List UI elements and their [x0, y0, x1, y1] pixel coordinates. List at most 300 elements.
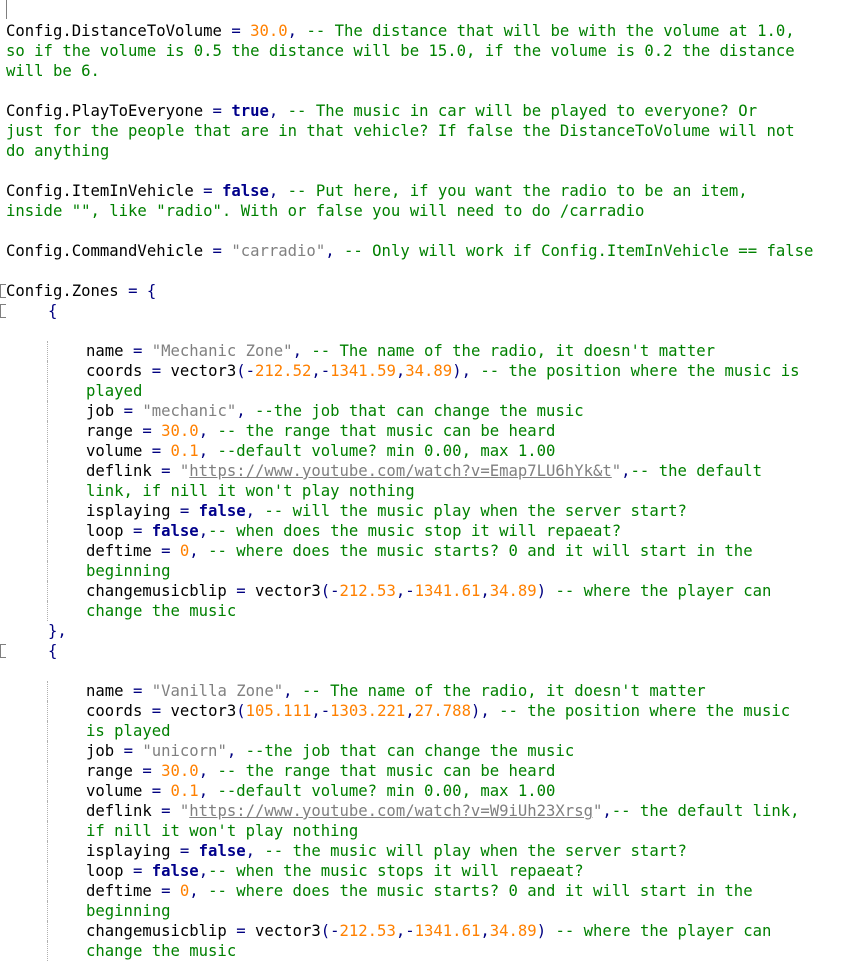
whitespace-token [222, 242, 231, 260]
code-line-text [86, 841, 687, 861]
code-line [0, 361, 865, 381]
code-line-text [86, 361, 800, 381]
comment-token: -- the position where the music is [480, 362, 800, 380]
indent-guide [47, 761, 48, 781]
code-line [0, 181, 865, 201]
code-line [0, 781, 865, 801]
operator-token: , [292, 342, 302, 360]
code-line-text [6, 241, 813, 261]
indent-guide [47, 801, 48, 821]
operator-token: , [621, 462, 631, 480]
number-token: 34.89 [405, 362, 453, 380]
operator-token: = [161, 882, 171, 900]
identifier-token: vector3 [170, 362, 237, 380]
number-token: 0.1 [170, 782, 199, 800]
whitespace-token [152, 802, 161, 820]
operator-token: = [123, 402, 133, 420]
indent-guide [47, 581, 48, 601]
comment-token: played [86, 382, 143, 400]
code-line [0, 441, 865, 461]
identifier-token: range [86, 422, 133, 440]
code-line [0, 681, 865, 701]
whitespace-token [142, 522, 151, 540]
identifier-token: vector3 [255, 922, 321, 940]
whitespace-token [236, 742, 245, 760]
code-line-text [48, 641, 57, 661]
number-token: 34.89 [489, 582, 537, 600]
whitespace-token [302, 342, 311, 360]
operator-token: ) [536, 582, 547, 600]
whitespace-token [142, 682, 151, 700]
code-line [0, 41, 865, 61]
comment-token: --the job that can change the music [255, 402, 584, 420]
operator-token: , [198, 782, 209, 800]
operator-token: { [48, 642, 58, 660]
operator-token: = [212, 242, 222, 260]
identifier-token: Config.CommandVehicle [6, 242, 204, 260]
number-token: 27.788 [414, 702, 471, 720]
indent-guide [47, 441, 48, 461]
identifier-token: loop [86, 862, 124, 880]
identifier-token: job [86, 402, 115, 420]
operator-token: (- [236, 362, 256, 380]
indent-guide [47, 481, 48, 501]
operator-token: , [198, 422, 209, 440]
operator-token: = [151, 702, 162, 720]
code-line-text [86, 901, 171, 921]
operator-token: = [161, 542, 171, 560]
operator-token: , [325, 242, 335, 260]
indent-guide [47, 461, 48, 481]
whitespace-token [213, 182, 222, 200]
indent-guide [47, 881, 48, 901]
number-token: 30.0 [161, 422, 199, 440]
comment-token: --default volume? min 0.00, max 1.00 [217, 442, 556, 460]
operator-token: = [151, 442, 162, 460]
whitespace-token [490, 702, 499, 720]
identifier-token: volume [86, 782, 143, 800]
number-token: 0.1 [170, 442, 199, 460]
indent-guide [47, 821, 48, 841]
code-line [0, 561, 865, 581]
code-line-text [6, 141, 109, 161]
operator-token: ( [236, 702, 246, 720]
code-line-text [86, 801, 800, 821]
code-line [0, 581, 865, 601]
boolean-token: false [151, 522, 199, 540]
operator-token: , [189, 882, 199, 900]
whitespace-token [199, 542, 208, 560]
code-line-text [86, 481, 415, 501]
code-line [0, 901, 865, 921]
number-token: 212.53 [339, 582, 396, 600]
whitespace-token [124, 342, 133, 360]
code-line-text [86, 921, 771, 941]
whitespace-token [203, 102, 212, 120]
code-line-text [6, 201, 644, 221]
string-token: "Mechanic Zone" [151, 342, 293, 360]
code-line [0, 601, 865, 621]
comment-token: -- Put here, if you want the radio to be an item, [287, 182, 748, 200]
identifier-token: loop [86, 522, 124, 540]
operator-token: = [179, 842, 190, 860]
whitespace-token [227, 922, 236, 940]
operator-token: = [128, 282, 138, 300]
whitespace-token [189, 502, 198, 520]
code-line [0, 721, 865, 741]
comment-token: --default volume? min 0.00, max 1.00 [217, 782, 556, 800]
identifier-token: deflink [86, 802, 152, 820]
code-line-text [48, 301, 57, 321]
number-token: 1303.221 [330, 702, 406, 720]
number-token: 30.0 [161, 762, 199, 780]
whitespace-token [124, 862, 133, 880]
operator-token: = [132, 522, 143, 540]
whitespace-token [255, 842, 264, 860]
code-line [0, 521, 865, 541]
operator-token: = [132, 342, 143, 360]
whitespace-token [189, 842, 198, 860]
string-token: " [179, 802, 190, 820]
whitespace-token [171, 542, 180, 560]
number-token: 105.111 [245, 702, 312, 720]
whitespace-token [222, 22, 231, 40]
boolean-token: true [231, 102, 269, 120]
operator-token: , [198, 862, 209, 880]
boolean-token: false [151, 862, 199, 880]
comment-token: -- The name of the radio, it doesn't matter [311, 342, 716, 360]
comment-token: if nill it won't play nothing [86, 822, 359, 840]
code-line-text [86, 881, 753, 901]
boolean-token: false [198, 502, 246, 520]
code-line-text [86, 861, 584, 881]
code-line [0, 81, 865, 101]
code-line-text [86, 341, 715, 361]
identifier-token: Config.PlayToEveryone [6, 102, 204, 120]
code-line-text [6, 181, 748, 201]
identifier-token: coords [86, 702, 143, 720]
comment-token: -- The name of the radio, it doesn't matter [301, 682, 706, 700]
operator-token: ,- [395, 582, 415, 600]
operator-token: = [203, 182, 213, 200]
operator-token: = [142, 422, 152, 440]
comment-token: -- The distance that will be with the volume at 1.0, [306, 22, 795, 40]
indent-guide [47, 901, 48, 921]
code-line [0, 481, 865, 501]
code-line [0, 421, 865, 441]
code-line-text [86, 701, 790, 721]
comment-token: -- when does the music stop it will repaeat? [208, 522, 622, 540]
code-line [0, 261, 865, 281]
code-line-text [6, 61, 100, 81]
comment-token: -- the range that music can be heard [217, 422, 556, 440]
string-token: "mechanic" [142, 402, 237, 420]
code-line-text [86, 761, 555, 781]
operator-token: , [602, 802, 612, 820]
whitespace-token [137, 282, 146, 300]
number-token: 30.0 [250, 22, 288, 40]
whitespace-token [142, 782, 151, 800]
whitespace-token [119, 282, 128, 300]
number-token: 1341.61 [414, 582, 481, 600]
code-line-text [86, 721, 171, 741]
operator-token: = [212, 102, 222, 120]
whitespace-token [171, 882, 180, 900]
indent-guide [47, 861, 48, 881]
operator-token: , [405, 702, 415, 720]
code-line-text [6, 281, 156, 301]
whitespace-token [335, 242, 344, 260]
indent-guide [47, 401, 48, 421]
operator-token: , [395, 362, 406, 380]
code-line [0, 641, 865, 661]
code-line-text [86, 741, 574, 761]
operator-token: , [198, 522, 209, 540]
fold-toggle-icon[interactable] [0, 644, 6, 658]
comment-token: beginning [86, 902, 171, 920]
comment-token: beginning [86, 562, 171, 580]
whitespace-token [161, 362, 170, 380]
code-line [0, 141, 865, 161]
whitespace-token [142, 362, 151, 380]
operator-token: , [245, 502, 256, 520]
comment-token: -- where the player can [555, 582, 772, 600]
url-token[interactable]: https://www.youtube.com/watch?v=Emap7LU6hYk&t [189, 462, 612, 480]
code-line [0, 821, 865, 841]
whitespace-token [222, 102, 231, 120]
code-line [0, 761, 865, 781]
code-line-text [86, 681, 706, 701]
number-token: 34.89 [489, 922, 537, 940]
indent-guide [47, 781, 48, 801]
code-line-text [48, 621, 67, 641]
operator-token: { [146, 282, 157, 300]
code-line [0, 841, 865, 861]
indent-guide [47, 341, 48, 361]
code-line-text [86, 781, 555, 801]
operator-token: = [151, 362, 162, 380]
code-line [0, 701, 865, 721]
operator-token: ), [452, 362, 471, 380]
whitespace-token [161, 442, 170, 460]
operator-token: , [189, 542, 199, 560]
comment-token: -- where does the music starts? 0 and it will start in the [208, 882, 753, 900]
indent-guide [47, 941, 48, 961]
code-line [0, 101, 865, 121]
code-line-text [86, 521, 621, 541]
code-line [0, 221, 865, 241]
whitespace-token [161, 782, 170, 800]
whitespace-token [142, 702, 151, 720]
identifier-token: job [86, 742, 115, 760]
string-token: "carradio" [231, 242, 326, 260]
string-token: "unicorn" [142, 742, 227, 760]
code-line [0, 341, 865, 361]
identifier-token: deflink [86, 462, 152, 480]
identifier-token: volume [86, 442, 143, 460]
code-line-text [86, 441, 555, 461]
code-line [0, 861, 865, 881]
whitespace-token [278, 182, 287, 200]
indent-guide [47, 381, 48, 401]
comment-token: -- when the music stops it will repaeat? [208, 862, 584, 880]
whitespace-token [114, 402, 123, 420]
whitespace-token [133, 742, 142, 760]
url-token[interactable]: https://www.youtube.com/watch?v=W9iUh23Xrsg [189, 802, 593, 820]
comment-token: -- Only will work if Config.ItemInVehicle == false [344, 242, 814, 260]
code-line [0, 801, 865, 821]
identifier-token: changemusicblip [86, 582, 227, 600]
comment-token: will be 6. [6, 62, 100, 80]
whitespace-token [161, 702, 170, 720]
whitespace-token [142, 862, 151, 880]
identifier-token: vector3 [170, 702, 237, 720]
operator-token: { [48, 302, 58, 320]
indent-guide [47, 561, 48, 581]
operator-token: = [123, 742, 133, 760]
string-token: " [179, 462, 190, 480]
comment-token: just for the people that are in that vehicle? If false the DistanceToVolume will not [6, 122, 795, 140]
code-line [0, 881, 865, 901]
code-line-text [86, 461, 762, 481]
whitespace-token [171, 502, 180, 520]
string-token: " [592, 802, 603, 820]
code-line [0, 281, 865, 301]
whitespace-token [124, 682, 133, 700]
code-line [0, 501, 865, 521]
code-line [0, 301, 865, 321]
code-line [0, 401, 865, 421]
code-line-text [86, 421, 555, 441]
code-line [0, 321, 865, 341]
code-line-text [86, 601, 236, 621]
code-line [0, 61, 865, 81]
whitespace-token [241, 22, 250, 40]
comment-token: change the music [86, 942, 237, 960]
whitespace-token [246, 582, 255, 600]
comment-token: -- where the player can [555, 922, 772, 940]
comment-token: -- the default [630, 462, 762, 480]
identifier-token: vector3 [255, 582, 321, 600]
operator-token: = [179, 502, 190, 520]
text-cursor [6, 0, 7, 19]
indent-guide [47, 521, 48, 541]
operator-token: , [198, 762, 209, 780]
fold-toggle-icon[interactable] [0, 304, 6, 318]
whitespace-token [152, 422, 161, 440]
indent-guide [47, 501, 48, 521]
comment-token: -- The music in car will be played to everyone? Or [287, 102, 758, 120]
operator-token: = [132, 682, 143, 700]
comment-token: -- the position where the music [499, 702, 791, 720]
code-line-text [86, 541, 753, 561]
code-line [0, 621, 865, 641]
code-line-text [86, 941, 236, 961]
operator-token: , [283, 682, 293, 700]
operator-token: , [226, 742, 237, 760]
number-token: 212.52 [255, 362, 312, 380]
code-line [0, 161, 865, 181]
code-line-text [6, 101, 757, 121]
code-line [0, 461, 865, 481]
code-line-text [6, 121, 795, 141]
operator-token: , [245, 842, 256, 860]
whitespace-token [278, 102, 287, 120]
whitespace-token [171, 462, 180, 480]
whitespace-token [152, 462, 161, 480]
operator-token: , [236, 402, 246, 420]
identifier-token: changemusicblip [86, 922, 227, 940]
identifier-token: name [86, 682, 124, 700]
whitespace-token [124, 522, 133, 540]
whitespace-token [152, 542, 161, 560]
whitespace-token [114, 742, 123, 760]
whitespace-token [199, 882, 208, 900]
whitespace-token [203, 242, 212, 260]
indent-guide [47, 921, 48, 941]
comment-token: link, if nill it won't play nothing [86, 482, 415, 500]
code-line [0, 921, 865, 941]
whitespace-token [142, 342, 151, 360]
comment-token: -- will the music play when the server start? [264, 502, 687, 520]
identifier-token: isplaying [86, 502, 171, 520]
operator-token: = [236, 582, 246, 600]
code-line [0, 21, 865, 41]
number-token: 1341.59 [330, 362, 396, 380]
comment-token: -- the range that music can be heard [217, 762, 556, 780]
operator-token: = [132, 862, 143, 880]
operator-token: = [236, 922, 246, 940]
indent-guide [47, 721, 48, 741]
operator-token: ), [470, 702, 490, 720]
code-line-text [86, 401, 584, 421]
code-line [0, 541, 865, 561]
operator-token: }, [48, 622, 67, 640]
indent-guide [47, 681, 48, 701]
identifier-token: Config.DistanceToVolume [6, 22, 222, 40]
comment-token: inside "", like "radio". With or false you will need to do /carradio [6, 202, 645, 220]
indent-guide [47, 841, 48, 861]
identifier-token: coords [86, 362, 143, 380]
indent-guide [47, 741, 48, 761]
whitespace-token [255, 502, 264, 520]
number-token: 1341.61 [414, 922, 481, 940]
whitespace-token [152, 762, 161, 780]
boolean-token: false [198, 842, 246, 860]
comment-token: change the music [86, 602, 237, 620]
code-line [0, 201, 865, 221]
code-line [0, 381, 865, 401]
comment-token: do anything [6, 142, 110, 160]
code-line [0, 941, 865, 961]
indent-guide [47, 421, 48, 441]
whitespace-token [293, 682, 302, 700]
whitespace-token [227, 582, 236, 600]
whitespace-token [194, 182, 203, 200]
whitespace-token [133, 422, 142, 440]
whitespace-token [246, 402, 255, 420]
string-token: "Vanilla Zone" [151, 682, 284, 700]
operator-token: , [287, 22, 298, 40]
whitespace-token [171, 842, 180, 860]
operator-token: (- [320, 582, 340, 600]
code-line-text [86, 821, 358, 841]
whitespace-token [133, 762, 142, 780]
code-line-text [86, 581, 771, 601]
number-token: 212.53 [339, 922, 396, 940]
operator-token: ,- [311, 702, 331, 720]
identifier-token: deftime [86, 882, 152, 900]
